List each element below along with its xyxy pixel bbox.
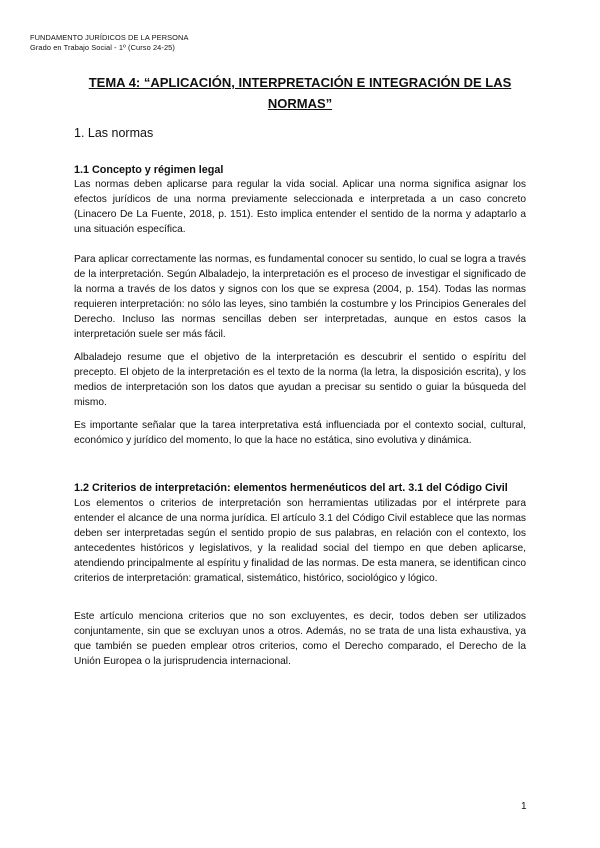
section-heading-normas: 1. Las normas <box>74 126 154 140</box>
paragraph: Los elementos o criterios de interpretación son herramientas utilizadas por el intérprete para entender el alcance de una norma jurídica. El artículo 3.1 del Código Civil establece que las normas deben ser interpretadas según el sentido propio de sus palabras, en relación con el contexto, los antecedentes históricos y legislativos, y la realidad social del tiempo en que deben aplicarse, atendiendo principalmente al espíritu y finalidad de las normas. De esta manera, se identifican cinco criterios de interpretación: gramatical, sistemático, histórico, sociológico y lógico. <box>74 498 526 585</box>
paragraph: Es importante señalar que la tarea interpretativa está influenciada por el contexto social, cultural, económico y jurídico del momento, lo que la hace no estática, sino evolutiva y dinámica. <box>74 420 526 447</box>
paragraph: Para aplicar correctamente las normas, es fundamental conocer su sentido, lo cual se logra a través de la interpretación. Según Albaladejo, la interpretación es el proceso de investigar el significado de la norma a través de los datos y signos con los que se expresa (2004, p. 154). Todas las normas requieren interpretación: no sólo las leyes, sino también la costumbre y los Principios Generales del Derecho. Incluso las normas sencillas deben ser interpretadas, aunque en estos casos la interpretación suele ser más fácil. <box>74 254 526 341</box>
document-header <box>30 33 189 53</box>
paragraph: Albaladejo resume que el objetivo de la interpretación es descubrir el sentido o espíritu del precepto. El objeto de la interpretación es el texto de la norma (la letra, la disposición escrita), y los medios de interpretación son los datos que ayudan a precisar su sentido o guiar la búsqueda del mismo. <box>74 352 526 409</box>
page-number: 1 <box>521 801 527 812</box>
paragraph: Las normas deben aplicarse para regular la vida social. Aplicar una norma significa asignar los efectos jurídicos de una norma previamente seleccionada e interpretada a un caso concreto (Linacero De La Fuente, 2018, p. 151). Esto implica entender el sentido de la norma y adaptarlo a una situación específica. <box>74 179 526 236</box>
paragraph: Este artículo menciona criterios que no son excluyentes, es decir, todos deben ser utilizados conjuntamente, sin que se excluyan unos a otros. Además, no se trata de una lista exhaustiva, ya que también se pueden emplear otros criterios, como el Derecho comparado, el Derecho de la Unión Europea o la jurisprudencia internacional. <box>74 611 526 668</box>
subsection-heading-concepto: 1.1 Concepto y régimen legal <box>74 164 224 176</box>
subsection-heading-criterios: 1.2 Criterios de interpretación: elementos hermenéuticos del art. 3.1 del Código Civil <box>74 482 508 494</box>
header-degree: Grado en Trabajo Social - 1º (Curso 24-25) <box>30 43 175 52</box>
header-course-title: FUNDAMENTO JURÍDICOS DE LA PERSONA <box>30 33 189 42</box>
page-title: TEMA 4: “APLICACIÓN, INTERPRETACIÓN E INTEGRACIÓN DE LAS NORMAS” <box>88 75 512 111</box>
